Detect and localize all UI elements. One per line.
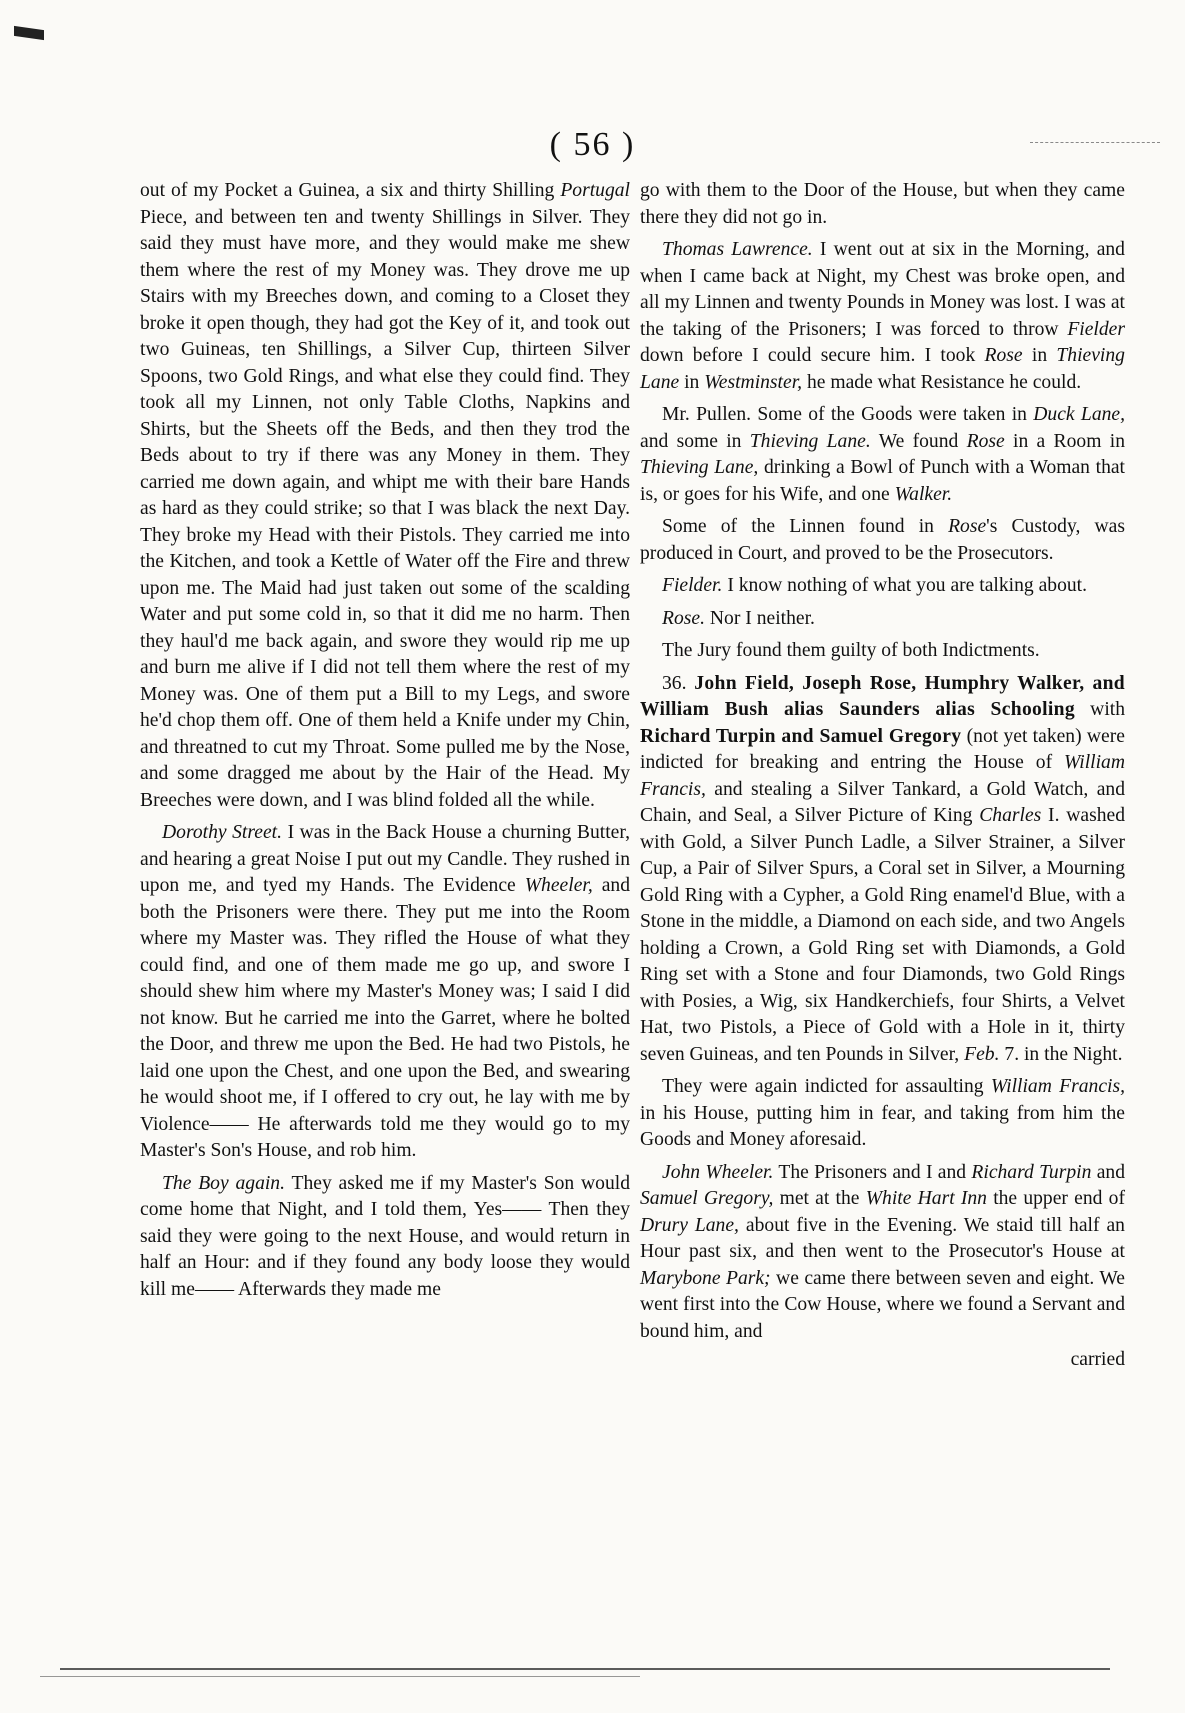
page-number: ( 56 ) <box>549 126 636 163</box>
paragraph-linnen: Some of the Linnen found in Rose's Custody, was produced in Court, and proved to be the Prosecutors. <box>640 516 1125 564</box>
paragraph: go with them to the Door of the House, but when they came there they did not go in. <box>640 180 1125 228</box>
paragraph-rose: Rose. Nor I neither. <box>662 607 815 629</box>
paragraph-john-wheeler: John Wheeler. The Prisoners and I and Richard Turpin and Samuel Gregory, met at the White Hart Inn the upper end of Drury Lane, about five in the Evening. We staid till half an Hour past six, and then went to the Prosecutor's House at Marybone Park; we came there between seven and eight. We went first into the Cow House, where we found a Servant and bound him, and <box>640 1161 1125 1342</box>
bottom-rule <box>60 1668 1110 1670</box>
left-column <box>140 178 630 1309</box>
paragraph-assault: They were again indicted for assaulting William Francis, in his House, putting him in fear, and taking from him the Goods and Money aforesaid. <box>640 1076 1126 1150</box>
right-column <box>640 178 1125 1374</box>
paragraph: out of my Pocket a Guinea, a six and thirty Shilling Portugal Piece, and between ten and twenty Shillings in Silver. They said they must have more, and they would make me shew them where the rest of my Money was. They drove me up Stairs with my Breeches down, and coming to a Closet they broke it open though, they had got the Key of it, and took out two Guineas, ten Shillings, a Silver Cup, thirteen Silver Spoons, two Gold Rings, and what else they could find. They took all my Linnen, not only Table Cloths, Napkins and Shirts, but the Sheets off the Beds, and then they trod the Beds about to try if there was any Money in them. They carried me down again, and whipt me with their bare Hands as hard as they could strike; so that I was black the next Day. They broke my Head with their Pistols. They carried me into the Kitchen, and took a Kettle of Water off the Fire and threw upon me. The Maid had just taken out some of the scalding Water and put some cold in, so that it did me no harm. Then they haul'd me back again, and swore they would rip me up and burn me alive if I did not tell them where the rest of my Money was. One of them put a Bill to my Legs, and swore he'd chop them off. One of them held a Knife under my Chin, and threatned to cut my Throat. Some pulled me by the Nose, and some dragged me about by the Hair of the Head. My Breeches were down, and I was blind folded all the while. <box>140 180 630 811</box>
paragraph-thomas-lawrence: Thomas Lawrence. I went out at six in the Morning, and when I came back at Night, my Chest was broke open, and all my Linnen and twenty Pounds in Money was lost. I was at the taking of the Prisoners; I was forced to throw Fielder down before I could secure him. I took Rose in Thieving Lane in Westminster, he made what Resistance he could. <box>640 239 1125 393</box>
paragraph-boy-again: The Boy again. They asked me if my Master's Son would come home that Night, and I told them, Yes—— Then they said they were going to the next House, and would return in half an Hour: and if they found any body loose they would kill me—— Afterwards they made me <box>140 1172 631 1300</box>
corner-ink-mark <box>14 26 44 40</box>
paragraph-mr-pullen: Mr. Pullen. Some of the Goods were taken in Duck Lane, and some in Thieving Lane. We found Rose in a Room in Thieving Lane, drinking a Bowl of Punch with a Woman that is, or goes for his Wife, and one Walker. <box>640 404 1126 505</box>
paragraph-verdict: The Jury found them guilty of both Indictments. <box>662 640 1040 661</box>
paragraph-indictment-36: 36. John Field, Joseph Rose, Humphry Walker, and William Bush alias Saunders alias Schooling with Richard Turpin and Samuel Gregory (not yet taken) were indicted for breaking and entring the House of William Francis, and stealing a Silver Tankard, a Gold Watch, and Chain, and Seal, a Silver Picture of King Charles I. washed with Gold, a Silver Punch Ladle, a Silver Strainer, a Silver Cup, a Pair of Silver Spurs, a Coral set in Silver, a Mourning Gold Ring with a Cypher, a Gold Ring enamel'd Blue, with a Stone in the middle, a Diamond on each side, and two Angels holding a Crown, a Gold Ring set with Diamonds, a Gold Ring set with a Stone and four Diamonds, two Gold Rings with Posies, a Wig, six Handkerchiefs, four Shirts, a Velvet Hat, two Pistols, a Piece of Gold with a Hole in it, thirty seven Guineas, and ten Pounds in Silver, Feb. 7. in the Night. <box>640 672 1126 1065</box>
catchword: carried <box>1070 1349 1125 1370</box>
paragraph-fielder: Fielder. I know nothing of what you are talking about. <box>662 575 1088 596</box>
bottom-rule-secondary <box>40 1676 640 1677</box>
paragraph-dorothy-street: Dorothy Street. I was in the Back House a churning Butter, and hearing a great Noise I put out my Candle. They rushed in upon me, and tyed my Hands. The Evidence Wheeler, and both the Prisoners were there. They put me into the Room where my Master was. They rifled the House of what they could find, and one of them made me go up, and swore I should shew him where my Master's Money was; I said I did not know. But he carried me into the Garret, where he bolted the Door, and threw me upon the Bed. He had two Pistols, he laid one upon the Chest, and one upon the Bed, and swearing he would shoot me, if I offered to cry out, he lay with me by Violence—— He afterwards told me they would go to my Master's Son's House, and rob him. <box>140 822 631 1161</box>
